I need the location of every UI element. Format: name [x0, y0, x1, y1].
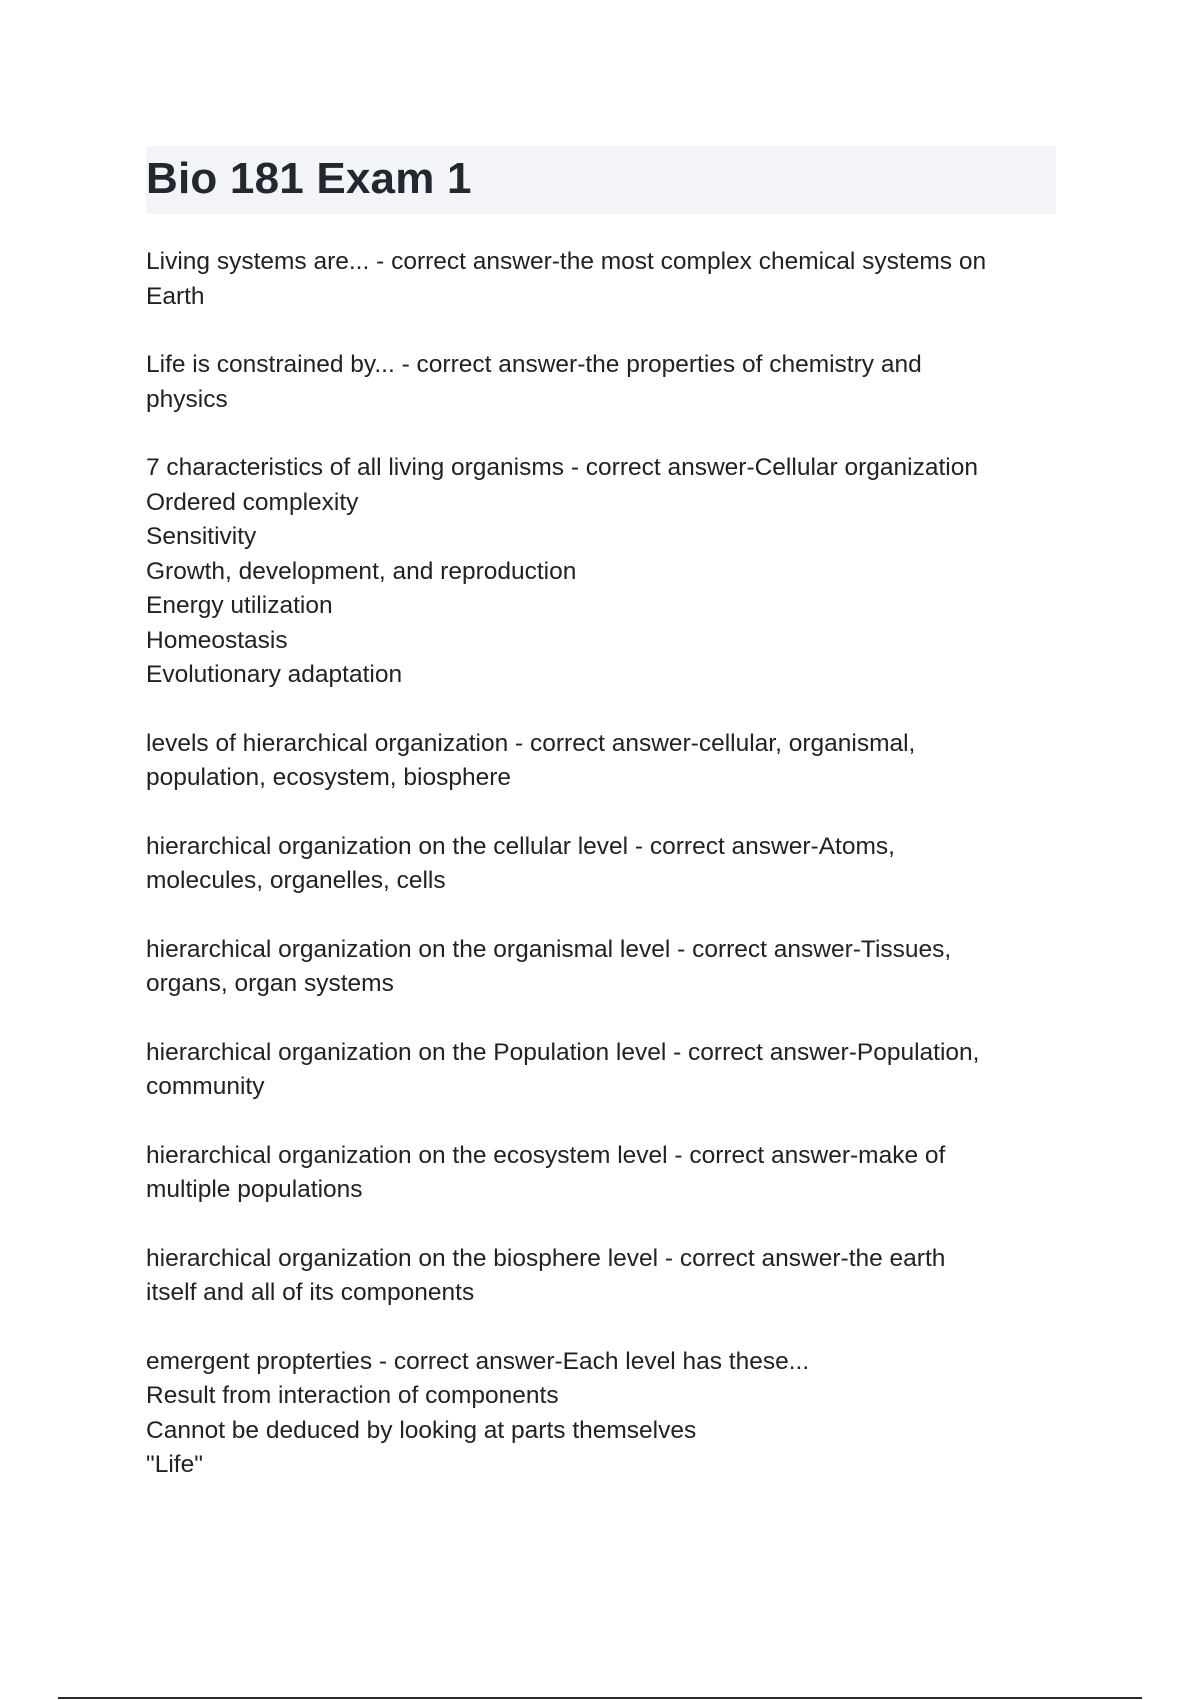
qa-entry: [146, 830, 1066, 899]
entry-line: Growth, development, and reproduction: [146, 557, 577, 585]
entry-line: hierarchical organization on the cellular level - correct answer-Atoms,: [146, 832, 895, 860]
qa-entry: [146, 727, 1066, 796]
entry-line: 7 characteristics of all living organisms - correct answer-Cellular organization: [146, 454, 978, 481]
entry-line: Living systems are... - correct answer-the most complex chemical systems on: [146, 248, 987, 275]
qa-entry: [146, 245, 1066, 314]
entry-line: hierarchical organization on the ecosystem level - correct answer-make of: [146, 1141, 946, 1169]
entry-line: community: [146, 1073, 265, 1100]
entry-line: "Life": [146, 1451, 203, 1478]
qa-entry: [146, 1242, 1066, 1311]
entry-line: levels of hierarchical organization - correct answer-cellular, organismal,: [146, 729, 916, 757]
qa-entry: [146, 1345, 1066, 1483]
entry-line: hierarchical organization on the organismal level - correct answer-Tissues,: [146, 935, 952, 963]
qa-entry: [146, 933, 1066, 1002]
qa-entry: [146, 1036, 1066, 1105]
entry-line: molecules, organelles, cells: [146, 867, 446, 894]
entry-line: Ordered complexity: [146, 488, 359, 516]
document-title: Bio 181 Exam 1: [146, 154, 472, 203]
entry-line: Cannot be deduced by looking at parts themselves: [146, 1416, 697, 1444]
qa-entry: [146, 1139, 1066, 1208]
entry-line: population, ecosystem, biosphere: [146, 764, 511, 791]
entry-line: Energy utilization: [146, 592, 333, 619]
entry-line: emergent propterties - correct answer-Each level has these...: [146, 1347, 810, 1375]
entry-line: Result from interaction of components: [146, 1382, 559, 1409]
entry-line: Earth: [146, 282, 205, 310]
entry-line: Life is constrained by... - correct answer-the properties of chemistry and: [146, 351, 922, 378]
entry-line: Homeostasis: [146, 626, 288, 654]
entry-line: organs, organ systems: [146, 970, 394, 997]
footer-divider: [58, 1697, 1142, 1699]
entry-line: hierarchical organization on the Population level - correct answer-Population,: [146, 1038, 980, 1066]
entry-line: hierarchical organization on the biosphere level - correct answer-the earth: [146, 1244, 946, 1272]
entry-line: multiple populations: [146, 1176, 363, 1203]
entry-line: itself and all of its components: [146, 1279, 475, 1306]
title-banner: [146, 146, 1056, 214]
entry-line: physics: [146, 385, 228, 413]
entry-line: Evolutionary adaptation: [146, 661, 403, 688]
qa-entry: [146, 451, 1066, 693]
document-body: [146, 245, 1066, 1517]
entry-line: Sensitivity: [146, 523, 257, 550]
qa-entry: [146, 348, 1066, 417]
